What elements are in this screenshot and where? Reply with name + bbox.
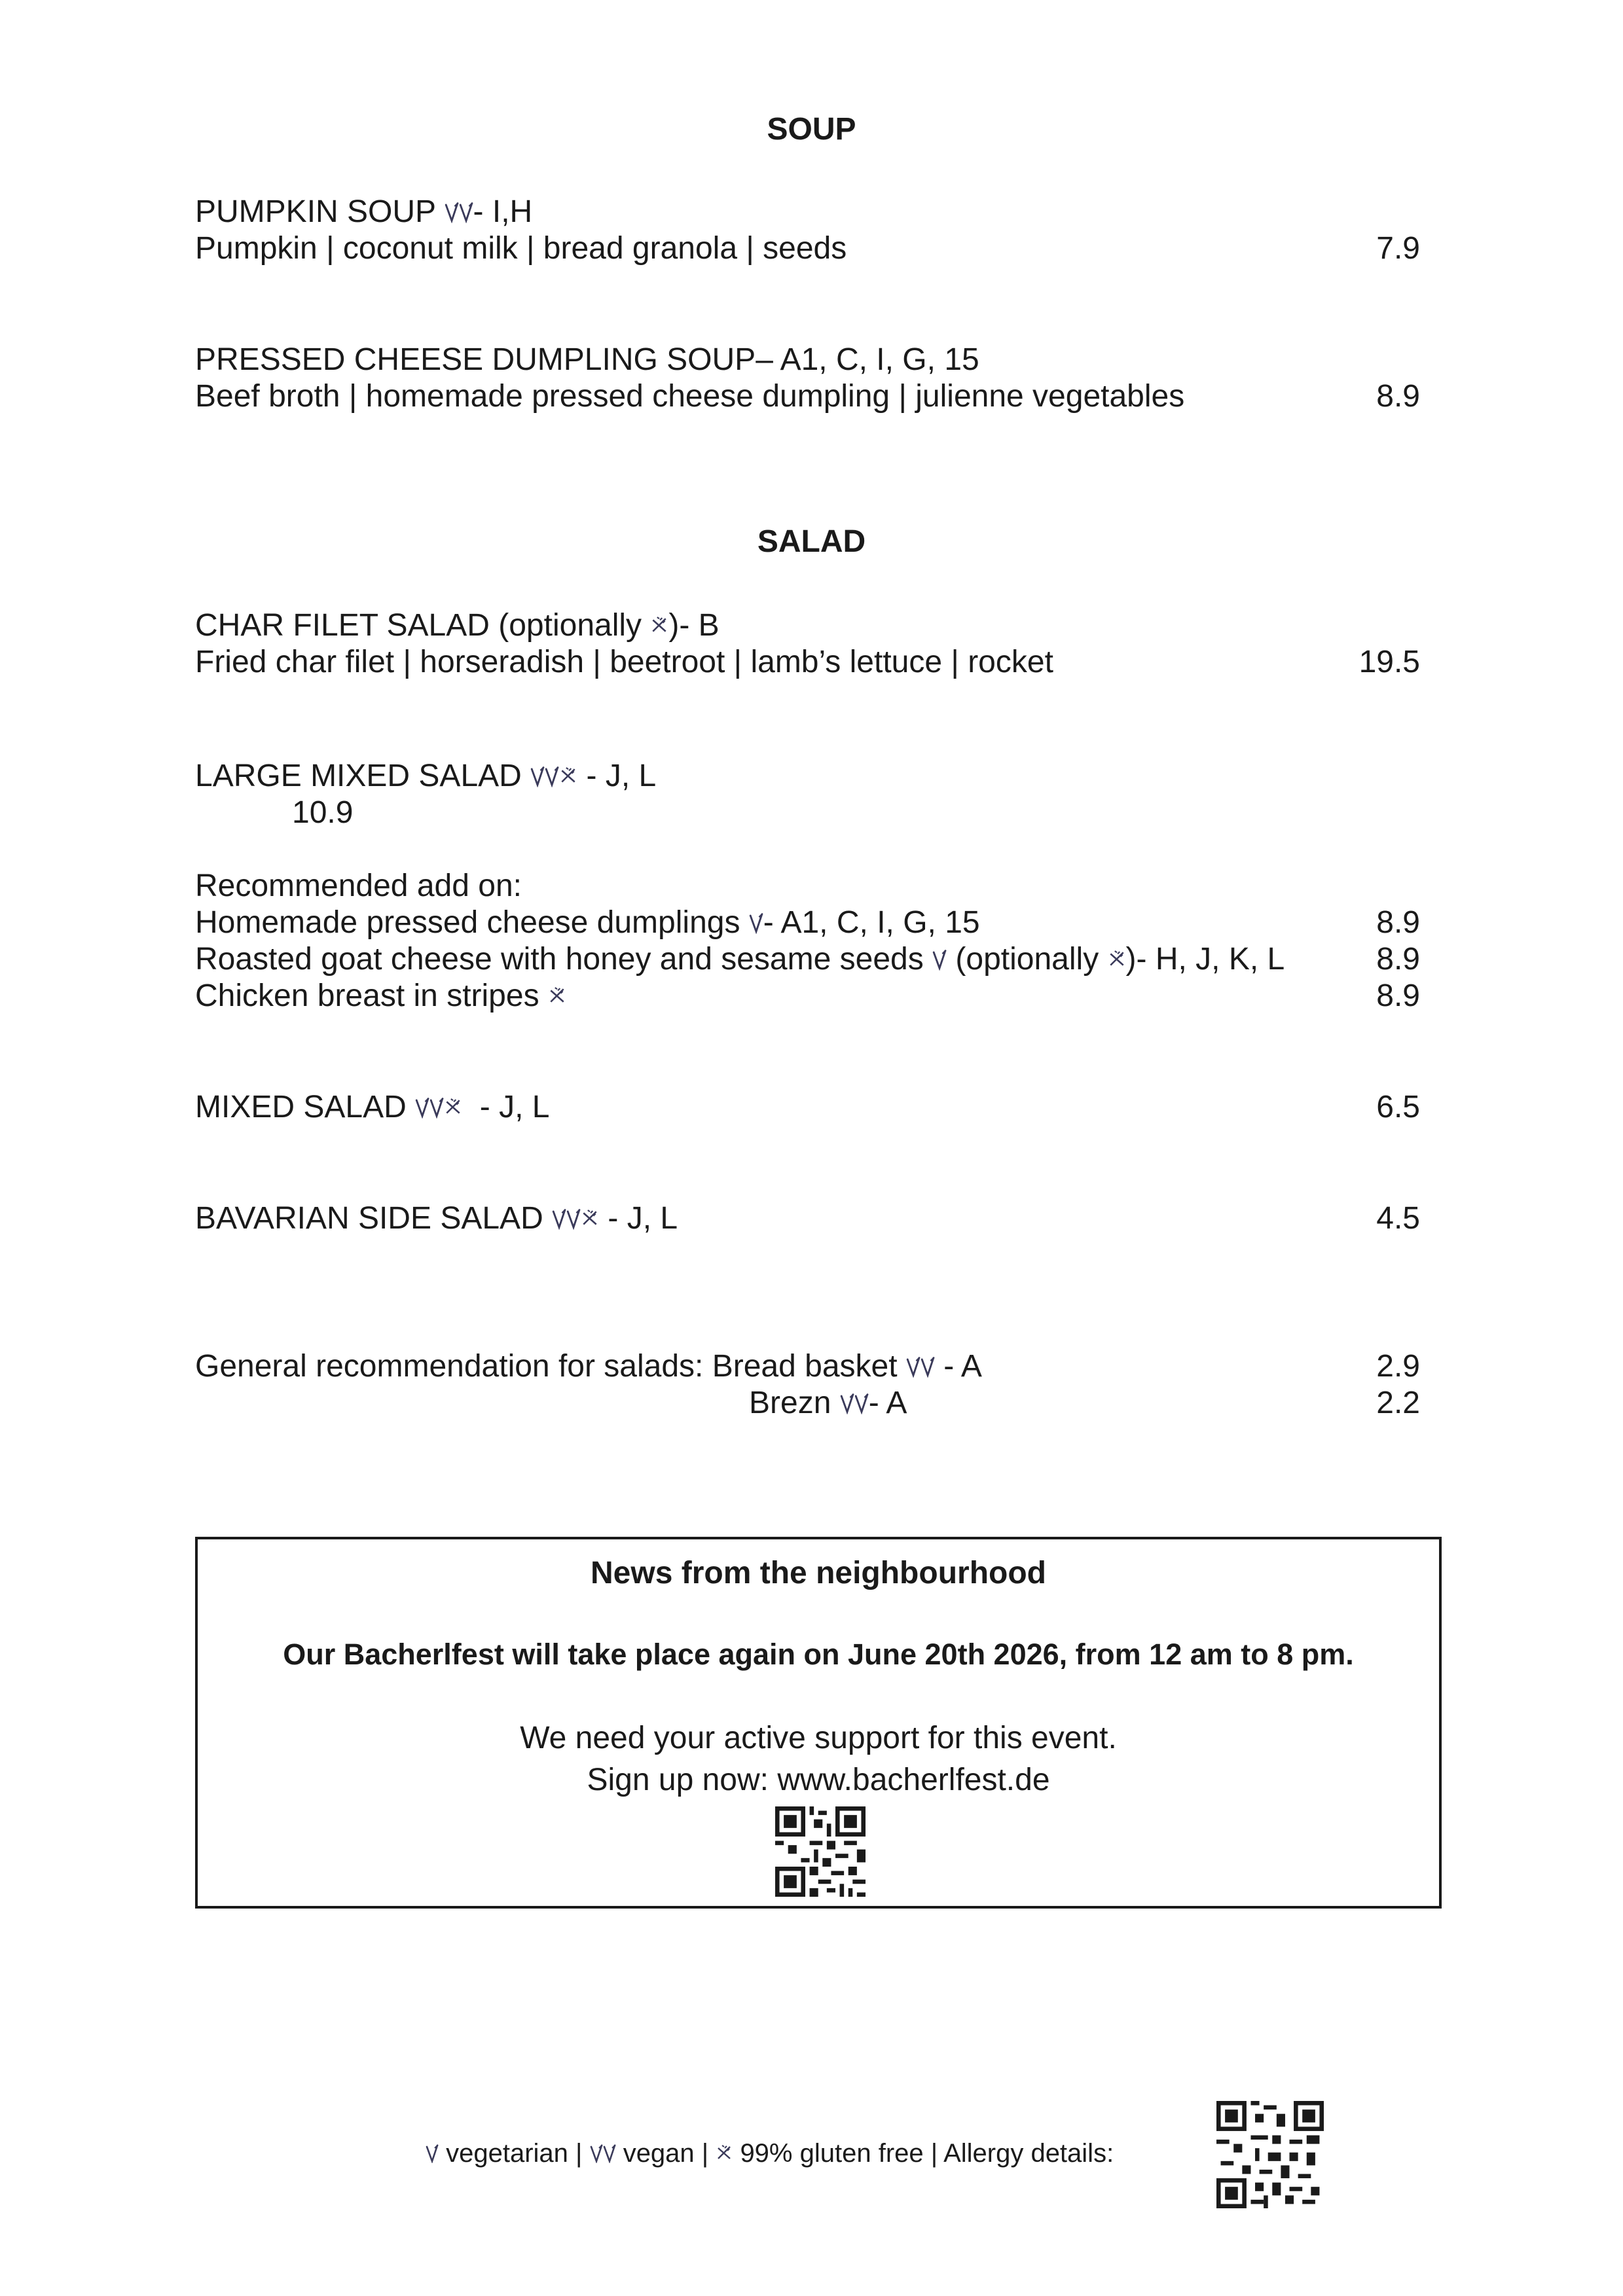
vegan-icon bbox=[590, 2139, 616, 2168]
brezn-allergens: - A bbox=[868, 1386, 907, 1420]
section-heading-soup: SOUP bbox=[767, 112, 856, 147]
vegetarian-icon bbox=[426, 2139, 439, 2168]
addon-item bbox=[195, 941, 1285, 977]
news-signup-link[interactable]: Sign up now: www.bacherlfest.de bbox=[587, 1763, 1050, 1797]
item-name: BAVARIAN SIDE SALAD bbox=[195, 1201, 543, 1236]
addon-label-mid: (optionally bbox=[947, 942, 1108, 977]
menu-item-title bbox=[195, 1200, 678, 1236]
item-price: 6.5 bbox=[1376, 1090, 1420, 1124]
news-announcement: Our Bacherlfest will take place again on June 20th 2026, from 12 am to 8 pm. bbox=[283, 1638, 1354, 1671]
addon-item bbox=[195, 978, 566, 1014]
menu-item-title bbox=[195, 758, 656, 794]
legend-gluten-free: 99% gluten free bbox=[740, 2139, 924, 2168]
item-description: Pumpkin | coconut milk | bread granola | seeds bbox=[195, 231, 847, 266]
addons-title: Recommended add on: bbox=[195, 869, 522, 903]
item-price: 19.5 bbox=[1359, 645, 1420, 679]
item-price: 4.5 bbox=[1376, 1201, 1420, 1236]
recommendation-label: General recommendation for salads: Bread basket bbox=[195, 1349, 898, 1384]
addon-price: 8.9 bbox=[1376, 905, 1420, 940]
vegan-icon bbox=[445, 194, 473, 230]
legend-separator: | bbox=[575, 2139, 583, 2168]
legend-separator: | bbox=[701, 2139, 709, 2168]
item-allergens: - J, L bbox=[577, 759, 657, 793]
qr-code-icon[interactable] bbox=[775, 1806, 866, 1897]
vegan-gluten-free-icon bbox=[552, 1200, 599, 1236]
item-allergens: - I,H bbox=[473, 194, 533, 229]
menu-item-title bbox=[195, 607, 720, 643]
addon-price: 8.9 bbox=[1376, 978, 1420, 1013]
addon-label: Chicken breast in stripes bbox=[195, 978, 548, 1013]
brezn-label: Brezn bbox=[749, 1386, 831, 1420]
addon-label: Roasted goat cheese with honey and sesame seeds bbox=[195, 942, 933, 977]
legend-vegetarian: vegetarian bbox=[446, 2139, 568, 2168]
item-allergens: - J, L bbox=[462, 1090, 550, 1124]
legend-separator: | bbox=[930, 2139, 938, 2168]
menu-item-title bbox=[195, 1089, 549, 1125]
recommendation-line bbox=[195, 1348, 982, 1384]
qr-code-icon[interactable] bbox=[1216, 2101, 1324, 2208]
news-box bbox=[195, 1537, 1442, 1909]
bread-allergens: - A bbox=[934, 1349, 982, 1384]
gluten-free-icon bbox=[548, 978, 566, 1014]
item-allergens: - J, L bbox=[599, 1201, 678, 1236]
item-allergens: )- B bbox=[668, 608, 720, 643]
bread-price: 2.9 bbox=[1376, 1349, 1420, 1384]
addon-label: Homemade pressed cheese dumplings bbox=[195, 905, 749, 940]
legend-allergy-details: Allergy details: bbox=[943, 2139, 1114, 2168]
vegetarian-icon bbox=[932, 941, 947, 977]
addon-allergens: )- H, J, K, L bbox=[1125, 942, 1285, 977]
addon-price: 8.9 bbox=[1376, 942, 1420, 977]
gluten-free-icon bbox=[716, 2139, 733, 2168]
vegan-gluten-free-icon bbox=[415, 1089, 462, 1125]
addon-allergens: - A1, C, I, G, 15 bbox=[763, 905, 980, 940]
news-support: We need your active support for this event. bbox=[520, 1721, 1117, 1755]
vegetarian-icon bbox=[749, 905, 763, 941]
item-name: PRESSED CHEESE DUMPLING SOUP– A1, C, I, G, 15 bbox=[195, 342, 979, 377]
legend-vegan: vegan bbox=[623, 2139, 695, 2168]
item-name: MIXED SALAD bbox=[195, 1090, 407, 1124]
gluten-free-icon bbox=[650, 607, 668, 643]
item-name: LARGE MIXED SALAD bbox=[195, 759, 522, 793]
gluten-free-icon bbox=[1108, 941, 1126, 977]
legend bbox=[426, 2139, 1114, 2168]
addon-item bbox=[195, 905, 980, 941]
item-name: CHAR FILET SALAD (optionally bbox=[195, 608, 651, 643]
item-price: 8.9 bbox=[1376, 379, 1420, 414]
item-name: PUMPKIN SOUP bbox=[195, 194, 436, 229]
vegan-gluten-free-icon bbox=[530, 758, 577, 794]
brezn-price: 2.2 bbox=[1376, 1386, 1420, 1420]
item-description: Beef broth | homemade pressed cheese dumpling | julienne vegetables bbox=[195, 379, 1185, 414]
vegan-icon bbox=[840, 1385, 869, 1421]
item-price: 7.9 bbox=[1376, 231, 1420, 266]
brezn-line bbox=[749, 1385, 907, 1421]
vegan-icon bbox=[906, 1348, 935, 1384]
section-heading-salad: SALAD bbox=[757, 524, 866, 559]
item-price: 10.9 bbox=[292, 795, 354, 830]
item-description: Fried char filet | horseradish | beetroot | lamb’s lettuce | rocket bbox=[195, 645, 1053, 679]
news-title: News from the neighbourhood bbox=[591, 1556, 1046, 1590]
menu-item-title bbox=[195, 194, 532, 230]
